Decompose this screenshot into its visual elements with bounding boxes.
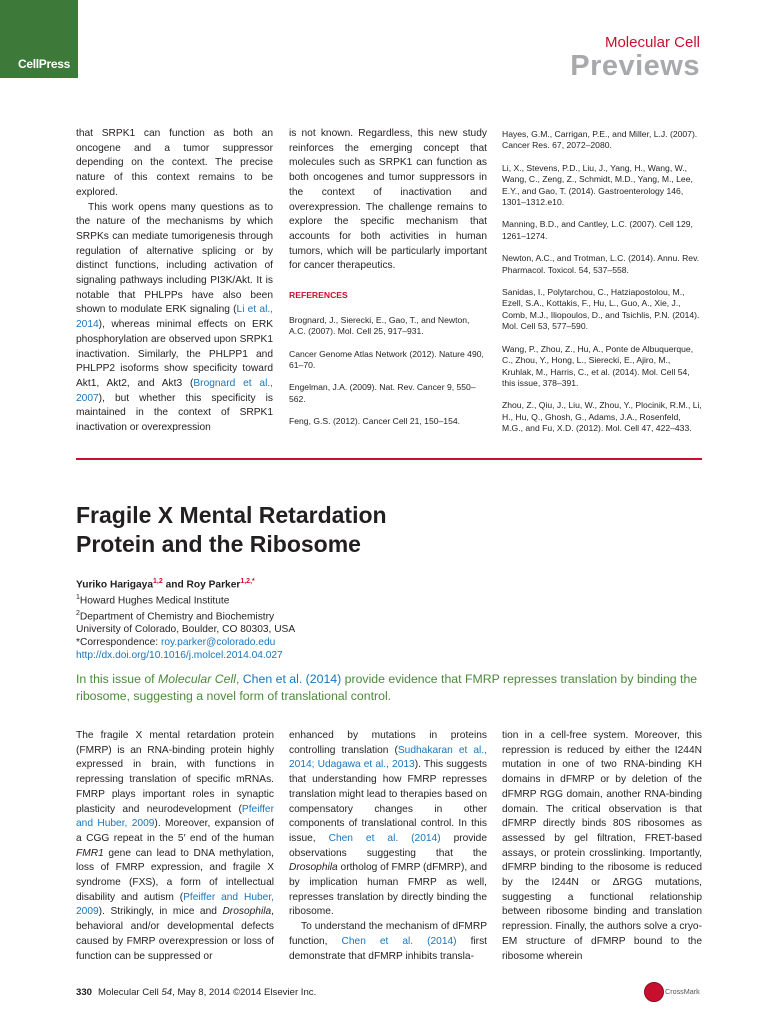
prev-article-col2 xyxy=(289,127,487,439)
reference-item: Cancer Genome Atlas Network (2012). Nature 490, 61–70. xyxy=(289,348,484,370)
citation-link[interactable]: Pfeiffer and Huber, 2009 xyxy=(76,891,274,918)
reference-item: Newton, A.C., and Trotman, L.C. (2014). Annu. Rev. Pharmacol. Toxicol. 54, 537–558. xyxy=(502,253,700,275)
section-name: Previews xyxy=(570,50,700,82)
page-number: 330 xyxy=(76,987,93,998)
body-paragraph: To understand the mechanism of dFMRP function, Chen et al. (2014) first demonstrate that dFMRP inhibits transla- xyxy=(289,921,487,962)
reference-item: Li, X., Stevens, P.D., Liu, J., Yang, H., Wang, W., Wang, C., Zeng, Z., Schmidt, M.D., Yang, M., Lee, E.Y., and Gao, T. (2014). Gastroenterology 146, 1301–1312.e10. xyxy=(502,162,693,208)
crossmark-label: CrossMark xyxy=(665,987,700,996)
affiliation: $^1$Howard Hughes Medical Institute xyxy=(76,594,230,607)
page-footer: 330 Molecular Cell 54, May 8, 2014 ©2014 Elsevier Inc. xyxy=(76,987,317,998)
reference-item: Engelman, J.A. (2009). Nat. Rev. Cancer 9, 550–562. xyxy=(289,382,476,404)
reference-item: Feng, G.S. (2012). Cancer Cell 21, 150–154. xyxy=(289,416,461,427)
references-heading: REFERENCES xyxy=(289,290,348,301)
body-col1 xyxy=(76,729,274,964)
body-paragraph: enhanced by mutations in proteins controlling translation (Sudhakaran et al., 2014; Udagawa et al., 2013). This suggests that understanding how FMRP represses translation might lead to therapies based on compensatory changes in other components of translational control. In this issue, Chen et al. (2014) provide observations suggesting that the Drosophila ortholog of FMRP (dFMRP), and by implication human FMRP as well, represses translation by directly binding the ribosome. xyxy=(289,730,487,918)
prev-paragraph: that SRPK1 can function as both an oncogene and a tumor suppressor depending on the context. The precise nature of this context remains to be explored. xyxy=(76,128,273,198)
crossmark-icon xyxy=(644,982,664,1002)
affiliation-address: University of Colorado, Boulder, CO 80303, USA xyxy=(76,624,296,636)
body-paragraph: tion in a cell-free system. Moreover, this repression is reduced by either the I244N mutation in one of two RNA-binding KH domains in dFMRP or by deletion of the dFMRP RGG domain, another RNA-binding domain. The critical observation is that dFMRP directly binds 80S ribosomes as assessed by gel filtration, FRET-based assays, or protein crosslinking. Importantly, dFMRP binding to the ribosome is reduced by the I244N or ΔRGG mutations, suggesting a functional relationship between ribosome binding and translation repression. Finally, the authors solve a cryo-EM structure of dFMRP bound to the ribosome wherein xyxy=(502,730,702,962)
citation-link[interactable]: Brognard et al., 2007 xyxy=(76,377,274,404)
prev-article-col1 xyxy=(76,127,273,436)
article-title-line: Fragile X Mental Retardation xyxy=(76,502,387,528)
doi-link[interactable]: http://dx.doi.org/10.1016/j.molcel.2014.04.027 xyxy=(76,649,283,661)
reference-item: Manning, B.D., and Cantley, L.C. (2007). Cell 129, 1261–1274. xyxy=(502,219,693,241)
author-name: Roy Parker xyxy=(186,579,241,591)
reference-item: Hayes, G.M., Carrigan, P.E., and Miller, L.J. (2007). Cancer Res. 67, 2072–2080. xyxy=(502,129,698,151)
body-col3 xyxy=(502,729,702,964)
author-name: Yuriko Harigaya xyxy=(76,579,154,591)
citation-link[interactable]: Chen et al. (2014) xyxy=(242,672,342,686)
citation-link[interactable]: Chen et al. (2014) xyxy=(341,935,457,947)
references-col3 xyxy=(502,129,702,446)
email-link[interactable]: roy.parker@colorado.edu xyxy=(160,636,276,648)
body-col2 xyxy=(289,729,487,964)
article-title-line: Protein and the Ribosome xyxy=(76,531,361,557)
author-names: Yuriko Harigaya$^{1,2}$ and Roy Parker$^{1,2,*}$ xyxy=(76,578,255,591)
cellpress-logo xyxy=(0,0,78,78)
reference-item: Wang, P., Zhou, Z., Hu, A., Ponte de Albuquerque, C., Zhou, Y., Hong, L., Sierecki, E., Ajiro, M., Kruhlak, M., Harris, C., et al. (2014). Mol. Cell 54, this issue, 378–391. xyxy=(502,343,694,388)
citation-link[interactable]: Chen et al. (2014) xyxy=(328,832,441,844)
body-paragraph: The fragile X mental retardation protein (FMRP) is an RNA-binding protein highly expressed in brain, with functions in repressing translation of specific mRNAs. FMRP plays important roles in synaptic plasticity and neurodevelopment (Pfeiffer and Huber, 2009). Moreover, expansion of a CGG repeat in the 5′ end of the human FMR1 gene can lead to DNA methylation, loss of FMRP expression, and fragile X syndrome (FXS), a form of intellectual disability and autism (Pfeiffer and Huber, 2009). Strikingly, in mice and Drosophila, behavioral and/or developmental defects caused by FMRP overexpression or loss of function can be suppressed or xyxy=(76,730,274,962)
affiliation: $^2$Department of Chemistry and Biochemistry xyxy=(76,610,275,623)
reference-item: Brognard, J., Sierecki, E., Gao, T., and Newton, A.C. (2007). Mol. Cell 25, 917–931. xyxy=(289,314,470,337)
section-divider xyxy=(76,458,702,460)
citation-link[interactable]: Sudhakaran et al., 2014; Udagawa et al., 2013 xyxy=(289,744,487,771)
crossmark-badge[interactable] xyxy=(640,981,710,1003)
reference-item: Zhou, Z., Qiu, J., Liu, W., Zhou, Y., Plocinik, R.M., Li, H., Hu, Q., Ghosh, G., Adams, J.A., Rosenfeld, M.G., and Fu, X.D. (2012). Mol. Cell 47, 422–433. xyxy=(502,400,702,434)
prev-paragraph: is not known. Regardless, this new study reinforces the emerging concept that molecules such as SRPK1 can function as both oncogenes and tumor suppressors in the context of inactivation and overexpression. The challenge remains to explore the specific mechanism that accounts for both activities in human tumors, which will be particularly important for cancer therapeutics. xyxy=(289,128,487,272)
journal-name: Molecular Cell xyxy=(604,34,700,51)
article-title xyxy=(76,501,636,559)
prev-paragraph: This work opens many questions as to the nature of the mechanisms by which SRPKs can mediate tumorigenesis through regulation of alternative splicing or by distinct functions, including activation of signaling pathways including PI3K/Akt. It is notable that PHLPPs have also been shown to modulate ERK signaling (Li et al., 2014), whereas minimal effects on ERK phosphorylation are observed upon SRPK1 inactivation. Similarly, the PHLPP1 and PHLPP2 isoforms show specificity toward Akt1, Akt2, and Akt3 (Brognard et al., 2007), but whether this specificity is maintained in the context of SRPK1 inactivation or overexpression xyxy=(76,201,274,434)
author-block xyxy=(76,576,576,662)
citation-link[interactable]: Li et al., 2014 xyxy=(76,304,273,331)
reference-item: Sanidas, I., Polytarchou, C., Hatziapostolou, M., Ezell, S.A., Kottakis, F., Hu, L., Guo, A., Xie, J., Comb, M.J., Iliopoulos, D., and Tsichlis, P.N. (2014). Mol. Cell 53, 577–590. xyxy=(502,287,700,332)
correspondence: *Correspondence: roy.parker@colorado.edu xyxy=(76,636,276,648)
citation-link[interactable]: Pfeiffer and Huber, 2009 xyxy=(76,803,274,830)
article-abstract: In this issue of Molecular Cell, Chen et al. (2014) provide evidence that FMRP represses translation by binding the ribosome, suggesting a novel form of translational control. xyxy=(76,672,698,703)
cellpress-logo-text: CellPress xyxy=(18,57,71,71)
